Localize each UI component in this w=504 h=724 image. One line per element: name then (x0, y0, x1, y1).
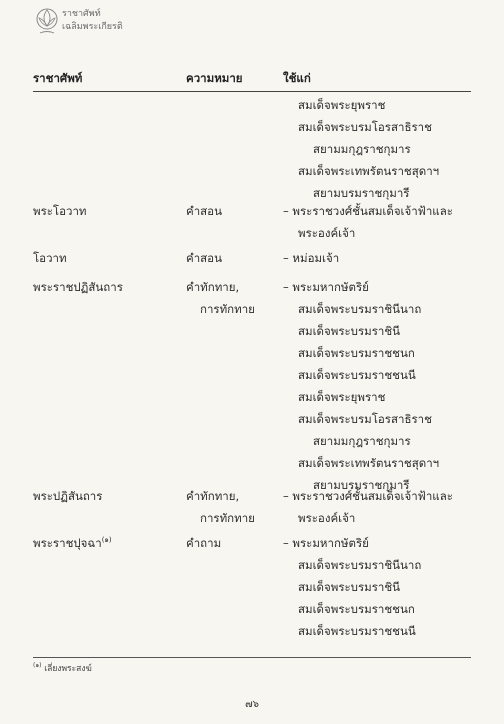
meaning-line: คำทักทาย, (186, 489, 240, 503)
usage-line: พระองค์เจ้า (298, 226, 356, 240)
footnote-text: เลี่ยงพระสงฆ์ (44, 664, 92, 674)
page-number: ๗๖ (245, 699, 259, 710)
usage-line: สยามมกุฎราชกุมาร (313, 434, 411, 448)
usage-line: สมเด็จพระบรมโอรสาธิราช (298, 412, 432, 426)
usage-line: สมเด็จพระบรมราชชนก (298, 602, 415, 616)
usage-line: สยามมกุฎราชกุมาร (313, 142, 411, 156)
meaning-line: คำสอน (186, 204, 222, 218)
meaning-line: การทักทาย (200, 302, 255, 316)
usage-line: สมเด็จพระบรมราชินี (298, 324, 401, 338)
term-text: พระปฏิสันถาร (33, 489, 103, 503)
usage-line: พระองค์เจ้า (298, 511, 356, 525)
column-header-meaning: ความหมาย (186, 71, 243, 85)
table-row-usage (283, 200, 453, 244)
usage-line: สมเด็จพระยุพราช (298, 390, 386, 404)
table-row-term (33, 485, 102, 507)
table-row-term (33, 200, 87, 222)
usage-line: สมเด็จพระบรมราชชนนี (298, 624, 416, 638)
meaning-line: คำสอน (186, 251, 222, 265)
usage-line: – พระมหากษัตริย์ (283, 280, 369, 294)
usage-line: สมเด็จพระเทพรัตนราชสุดาฯ (298, 164, 440, 178)
meaning-line: คำถาม (186, 536, 222, 550)
table-row-usage (283, 532, 421, 642)
usage-line: – หม่อมเจ้า (283, 251, 340, 265)
table-row-term (33, 247, 67, 269)
footnote-divider (33, 657, 471, 658)
term-text: พระโอวาท (33, 204, 87, 218)
table-row-meaning (186, 200, 222, 222)
brand-line-1: ราชาศัพท์ (62, 9, 101, 19)
usage-line: สมเด็จพระบรมราชินี (298, 580, 401, 594)
footnote (33, 663, 92, 675)
table-row-term (33, 532, 112, 554)
footnote-ref[interactable]: (๑) (101, 536, 112, 545)
table-row-usage (283, 485, 453, 529)
usage-line: สมเด็จพระบรมโอรสาธิราช (298, 120, 432, 134)
meaning-line: คำทักทาย, (186, 280, 240, 294)
usage-line: สมเด็จพระบรมราชินีนาถ (298, 302, 422, 316)
usage-line: สมเด็จพระยุพราช (298, 98, 386, 112)
usage-line: สมเด็จพระบรมราชชนก (298, 346, 415, 360)
usage-line: สยามบรมราชกุมารี (313, 478, 410, 492)
usage-line: สมเด็จพระบรมราชชนนี (298, 368, 416, 382)
lotus-logo-icon (33, 6, 61, 40)
header-divider (33, 91, 471, 92)
usage-line: – พระราชวงศ์ชั้นสมเด็จเจ้าฟ้าและ (283, 489, 453, 503)
term-text: พระราชปฏิสันถาร (33, 280, 123, 294)
column-header-usage: ใช้แก่ (283, 71, 311, 85)
term-text: โอวาท (33, 251, 67, 265)
meaning-line: การทักทาย (200, 511, 255, 525)
usage-line: สมเด็จพระเทพรัตนราชสุดาฯ (298, 456, 440, 470)
brand-line-2: เฉลิมพระเกียรติ (62, 22, 123, 32)
column-header-term: ราชาศัพท์ (33, 71, 83, 85)
table-row-usage (283, 276, 439, 496)
table-row-meaning (186, 532, 221, 554)
table-row-meaning (186, 485, 255, 529)
usage-line: สยามบรมราชกุมารี (313, 186, 410, 200)
table-row-meaning (186, 247, 222, 269)
table-row-term (33, 276, 123, 298)
term-text: พระราชปุจฉา (33, 536, 102, 550)
table-row-meaning (186, 276, 255, 320)
table-row-usage (283, 247, 339, 269)
usage-line: – พระมหากษัตริย์ (283, 536, 369, 550)
table-row-usage (283, 94, 439, 204)
usage-line: – พระราชวงศ์ชั้นสมเด็จเจ้าฟ้าและ (283, 204, 453, 218)
footnote-mark: (๑) (33, 662, 42, 670)
brand-header (62, 8, 123, 34)
usage-line: สมเด็จพระบรมราชินีนาถ (298, 558, 422, 572)
